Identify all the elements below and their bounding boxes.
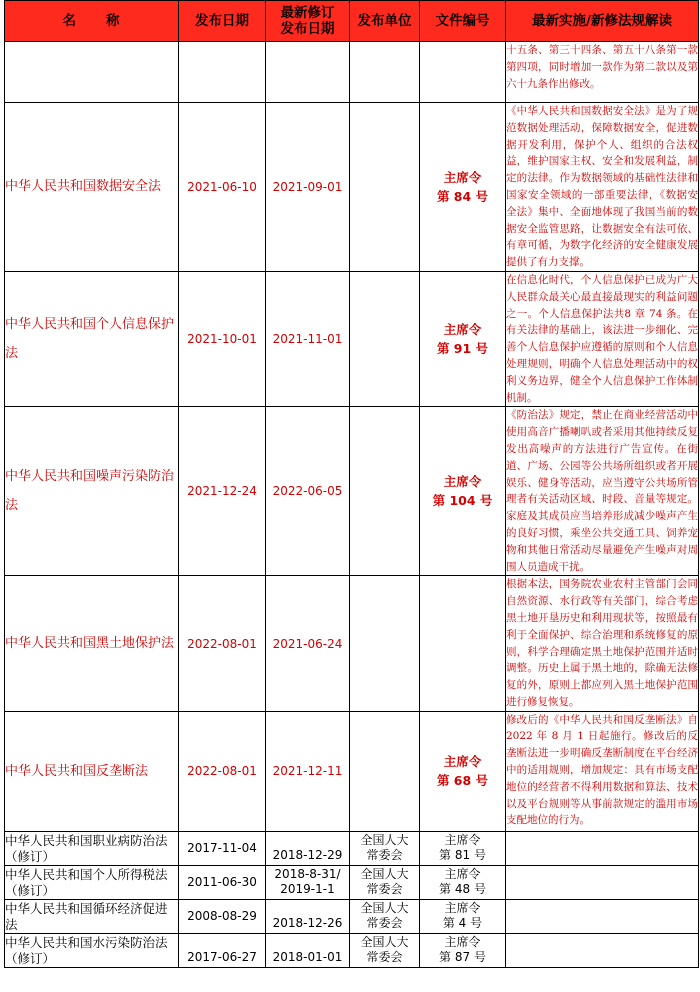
revision-date xyxy=(266,42,350,103)
publish-date: 2017-11-04 xyxy=(179,831,266,865)
table-row xyxy=(5,711,699,831)
revision-date: 2021-09-01 xyxy=(266,103,350,272)
doc-number: 主席令 第 4 号 xyxy=(420,899,506,933)
law-name: 中华人民共和国数据安全法 xyxy=(5,103,179,272)
publish-date: 2008-08-29 xyxy=(179,899,266,933)
interpretation-note xyxy=(506,831,699,865)
revision-date: 2018-01-01 xyxy=(266,933,350,967)
publish-date: 2017-06-27 xyxy=(179,933,266,967)
law-name: 中华人民共和国反垄断法 xyxy=(5,711,179,831)
publish-date: 2021-06-10 xyxy=(179,103,266,272)
publish-date: 2021-10-01 xyxy=(179,271,266,406)
table-row xyxy=(5,407,699,576)
issuer xyxy=(350,407,420,576)
table-row xyxy=(5,899,699,933)
publish-date xyxy=(179,42,266,103)
interpretation-note: 根据本法，国务院农业农村主管部门会同自然资源、水行政等有关部门，综合考虑黑土地开垦历史和利用现状等，按照最有利于全面保护、综合治理和系统修复的原则，科学合理确定黑土地保护范围并适时调整。历史上属于黑土地的，除确无法修复的外，原则上都应列入黑土地保护范围进行修复恢复。 xyxy=(506,576,699,711)
header-name: 名 称 xyxy=(5,1,179,42)
law-name: 中华人民共和国噪声污染防治法 xyxy=(5,407,179,576)
revision-date: 2018-8-31/ 2019-1-1 xyxy=(266,865,350,899)
law-name: 中华人民共和国黑土地保护法 xyxy=(5,576,179,711)
law-name: 中华人民共和国职业病防治法（修订） xyxy=(5,831,179,865)
law-name: 中华人民共和国个人信息保护法 xyxy=(5,271,179,406)
issuer: 全国人大 常委会 xyxy=(350,831,420,865)
revision-date: 2018-12-26 xyxy=(266,899,350,933)
doc-number: 主席令 第 81 号 xyxy=(420,831,506,865)
interpretation-note: 在信息化时代，个人信息保护已成为广大人民群众最关心最直接最现实的利益问题之一。个人信息保护法共8 章 74 条。在有关法律的基础上，该法进一步细化、完善个人信息保护应遵循的原则和个人信息处理规则，明确个人信息处理活动中的权利义务边界，健全个人信息保护工作体制机制。 xyxy=(506,271,699,406)
header-interpretation: 最新实施/新修法规解读 xyxy=(506,1,699,42)
publish-date: 2011-06-30 xyxy=(179,865,266,899)
issuer xyxy=(350,711,420,831)
revision-date: 2021-11-01 xyxy=(266,271,350,406)
table-row xyxy=(5,865,699,899)
doc-number: 主席令 第 91 号 xyxy=(420,271,506,406)
publish-date: 2021-12-24 xyxy=(179,407,266,576)
table-row xyxy=(5,103,699,272)
issuer: 全国人大 常委会 xyxy=(350,865,420,899)
issuer xyxy=(350,576,420,711)
issuer xyxy=(350,42,420,103)
interpretation-note: 修改后的《中华人民共和国反垄断法》自 2022 年 8 月 1 日起施行。修改后的反垄断法进一步明确反垄断制度在平台经济中的适用规则，增加规定：具有市场支配地位的经营者不得利用数据和算法、技术以及平台规则等从事前款规定的滥用市场支配地位的行为。 xyxy=(506,711,699,831)
issuer: 全国人大 常委会 xyxy=(350,933,420,967)
doc-number: 主席令 第 87 号 xyxy=(420,933,506,967)
doc-number: 主席令 第 84 号 xyxy=(420,103,506,272)
law-name: 中华人民共和国循环经济促进法 xyxy=(5,899,179,933)
doc-number: 主席令 第 68 号 xyxy=(420,711,506,831)
interpretation-note: 十五条、第三十四条、第五十八条第一款第四项，同时增加一款作为第二款以及第六十九条作出修改。 xyxy=(506,42,699,103)
table-row xyxy=(5,933,699,967)
header-row xyxy=(5,1,699,42)
issuer xyxy=(350,103,420,272)
table-row xyxy=(5,831,699,865)
doc-number xyxy=(420,42,506,103)
table-row xyxy=(5,576,699,711)
interpretation-note: 《防治法》规定，禁止在商业经营活动中使用高音广播喇叭或者采用其他持续反复发出高噪声的方法进行广告宣传。在街道、广场、公园等公共场所组织或者开展娱乐、健身等活动，应当遵守公共场所管理者有关活动区域、时段、音量等规定。家庭及其成员应当培养形成减少噪声产生的良好习惯，乘坐公共交通工具、饲养宠物和其他日常活动尽量避免产生噪声对周围人员造成干扰。 xyxy=(506,407,699,576)
table-row xyxy=(5,42,699,103)
interpretation-note xyxy=(506,933,699,967)
interpretation-note: 《中华人民共和国数据安全法》是为了规范数据处理活动，保障数据安全，促进数据开发利用，保护个人、组织的合法权益，维护国家主权、安全和发展利益，制定的法律。作为数据领域的基础性法律和国家安全领域的一部重要法律，《数据安全法》集中、全面地体现了我国当前的数据安全监管思路，让数据安全有法可依、有章可循，为数字化经济的安全健康发展提供了有力支撑。 xyxy=(506,103,699,272)
table-row xyxy=(5,271,699,406)
interpretation-note xyxy=(506,899,699,933)
doc-number: 主席令 第 104 号 xyxy=(420,407,506,576)
publish-date: 2022-08-01 xyxy=(179,576,266,711)
law-name: 中华人民共和国个人所得税法（修订） xyxy=(5,865,179,899)
issuer: 全国人大 常委会 xyxy=(350,899,420,933)
law-name: 中华人民共和国水污染防治法（修订） xyxy=(5,933,179,967)
revision-date: 2022-06-05 xyxy=(266,407,350,576)
header-issuer: 发布单位 xyxy=(350,1,420,42)
header-publish-date: 发布日期 xyxy=(179,1,266,42)
publish-date: 2022-08-01 xyxy=(179,711,266,831)
revision-date: 2018-12-29 xyxy=(266,831,350,865)
issuer xyxy=(350,271,420,406)
laws-table xyxy=(4,0,699,968)
revision-date: 2021-12-11 xyxy=(266,711,350,831)
header-doc-number: 文件编号 xyxy=(420,1,506,42)
doc-number xyxy=(420,576,506,711)
law-name xyxy=(5,42,179,103)
interpretation-note xyxy=(506,865,699,899)
doc-number: 主席令 第 48 号 xyxy=(420,865,506,899)
header-revision-date: 最新修订 发布日期 xyxy=(266,1,350,42)
revision-date: 2021-06-24 xyxy=(266,576,350,711)
